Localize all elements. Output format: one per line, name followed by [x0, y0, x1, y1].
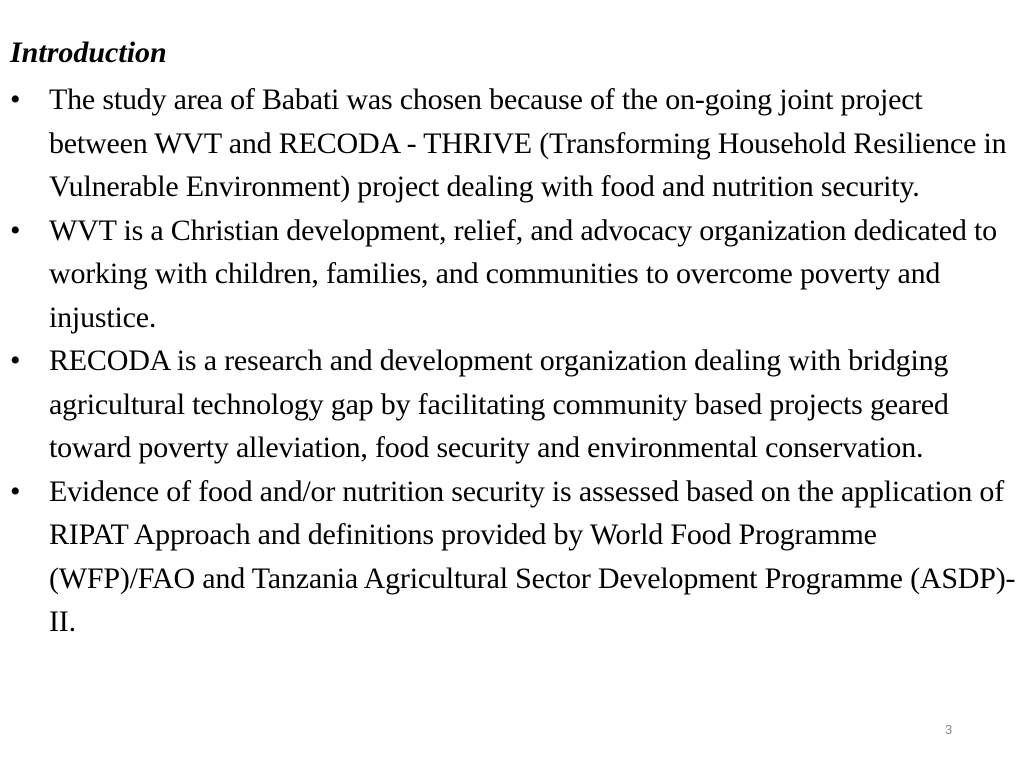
- bullet-dot-icon: •: [10, 83, 21, 116]
- bullet-list: [10, 78, 1020, 644]
- bullet-item-3: [10, 339, 1020, 470]
- bullet-dot-icon: •: [10, 344, 21, 377]
- page-number: 3: [945, 722, 953, 737]
- bullet-text: Evidence of food and/or nutrition security is assessed based on the application of RIPAT Approach and definitions provided by World Food Programme (WFP)/FAO and Tanzania Agricultural Sector Development Programme (ASDP)-II.: [49, 474, 1016, 638]
- bullet-text: RECODA is a research and development organization dealing with bridging agricultural technology gap by facilitating community based projects geared toward poverty alleviation, food security and environmental conservation.: [49, 344, 949, 464]
- bullet-dot-icon: •: [10, 474, 21, 508]
- bullet-item-4: [10, 470, 1020, 644]
- bullet-item-2: [10, 209, 1020, 340]
- bullet-text: The study area of Babati was chosen because of the on-going joint project between WVT and RECODA - THRIVE (Transforming Household Resilience in Vulnerable Environment) project dealing with food and nutrition security.: [49, 83, 1007, 203]
- slide-title: Introduction: [10, 36, 167, 69]
- bullet-item-1: [10, 78, 1020, 209]
- bullet-dot-icon: •: [10, 213, 21, 247]
- bullet-text: WVT is a Christian development, relief, and advocacy organization dedicated to working with children, families, and communities to overcome poverty and injustice.: [49, 213, 997, 334]
